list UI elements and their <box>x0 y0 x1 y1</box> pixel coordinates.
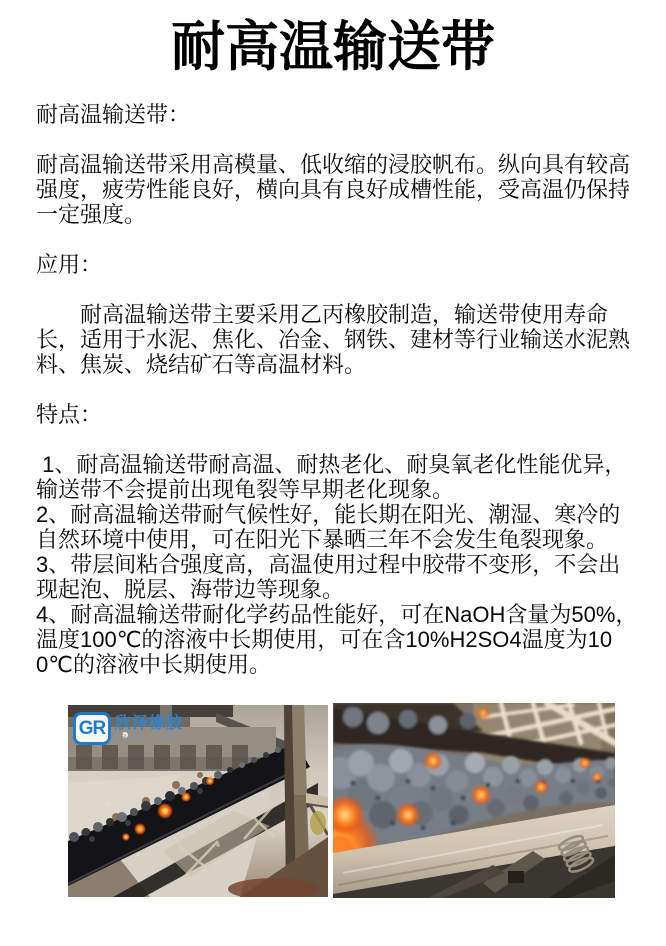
feature-item-1: 1、耐高温输送带耐高温、耐热老化、耐臭氧老化性能优异，输送带不会提前出现龟裂等早期老化现象。 <box>36 452 627 502</box>
intro-heading: 耐高温输送带： <box>36 102 191 127</box>
page-title: 耐高温输送带 <box>171 17 495 77</box>
gr-logo-icon: GR <box>73 712 111 745</box>
grand-rubber-logo <box>73 712 185 745</box>
application-paragraph: 耐高温输送带主要采用乙丙橡胶制造，输送带使用寿命长，适用于水泥、焦化、冶金、钢铁、建材等行业输送水泥熟料、焦炭、烧结矿石等高温材料。 <box>36 302 631 377</box>
photo-hot-material-closeup <box>333 703 615 898</box>
feature-item-3: 3、带层间粘合强度高，高温使用过程中胶带不变形，不会出现起泡、脱层、海带边等现象。 <box>36 552 621 602</box>
features-heading: 特点： <box>36 402 103 427</box>
product-page <box>0 16 666 946</box>
application-heading: 应用： <box>36 252 103 277</box>
logo-en-name: GRAND RUBBER <box>115 734 185 741</box>
feature-item-2: 2、耐高温输送带耐气候性好，能长期在阳光、潮湿、寒冷的自然环境中使用，可在阳光下暴晒三年不会发生龟裂现象。 <box>36 502 621 552</box>
photo-conveyor-site <box>68 705 328 897</box>
logo-cn-name: 欣泽橡胶 <box>115 715 184 732</box>
hot-material-photo-graphic <box>333 703 615 898</box>
feature-item-4: 4、耐高温输送带耐化学药品性能好，可在NaOH含量为50%，温度100℃的溶液中长期使用，可在含10%H2SO4温度为100℃的溶液中长期使用。 <box>36 602 638 677</box>
intro-paragraph: 耐高温输送带采用高模量、低收缩的浸胶帆布。纵向具有较高强度，疲劳性能良好，横向具有良好成槽性能，受高温仍保持一定强度。 <box>36 152 631 227</box>
article-body <box>36 102 640 677</box>
photo-row <box>68 703 666 898</box>
